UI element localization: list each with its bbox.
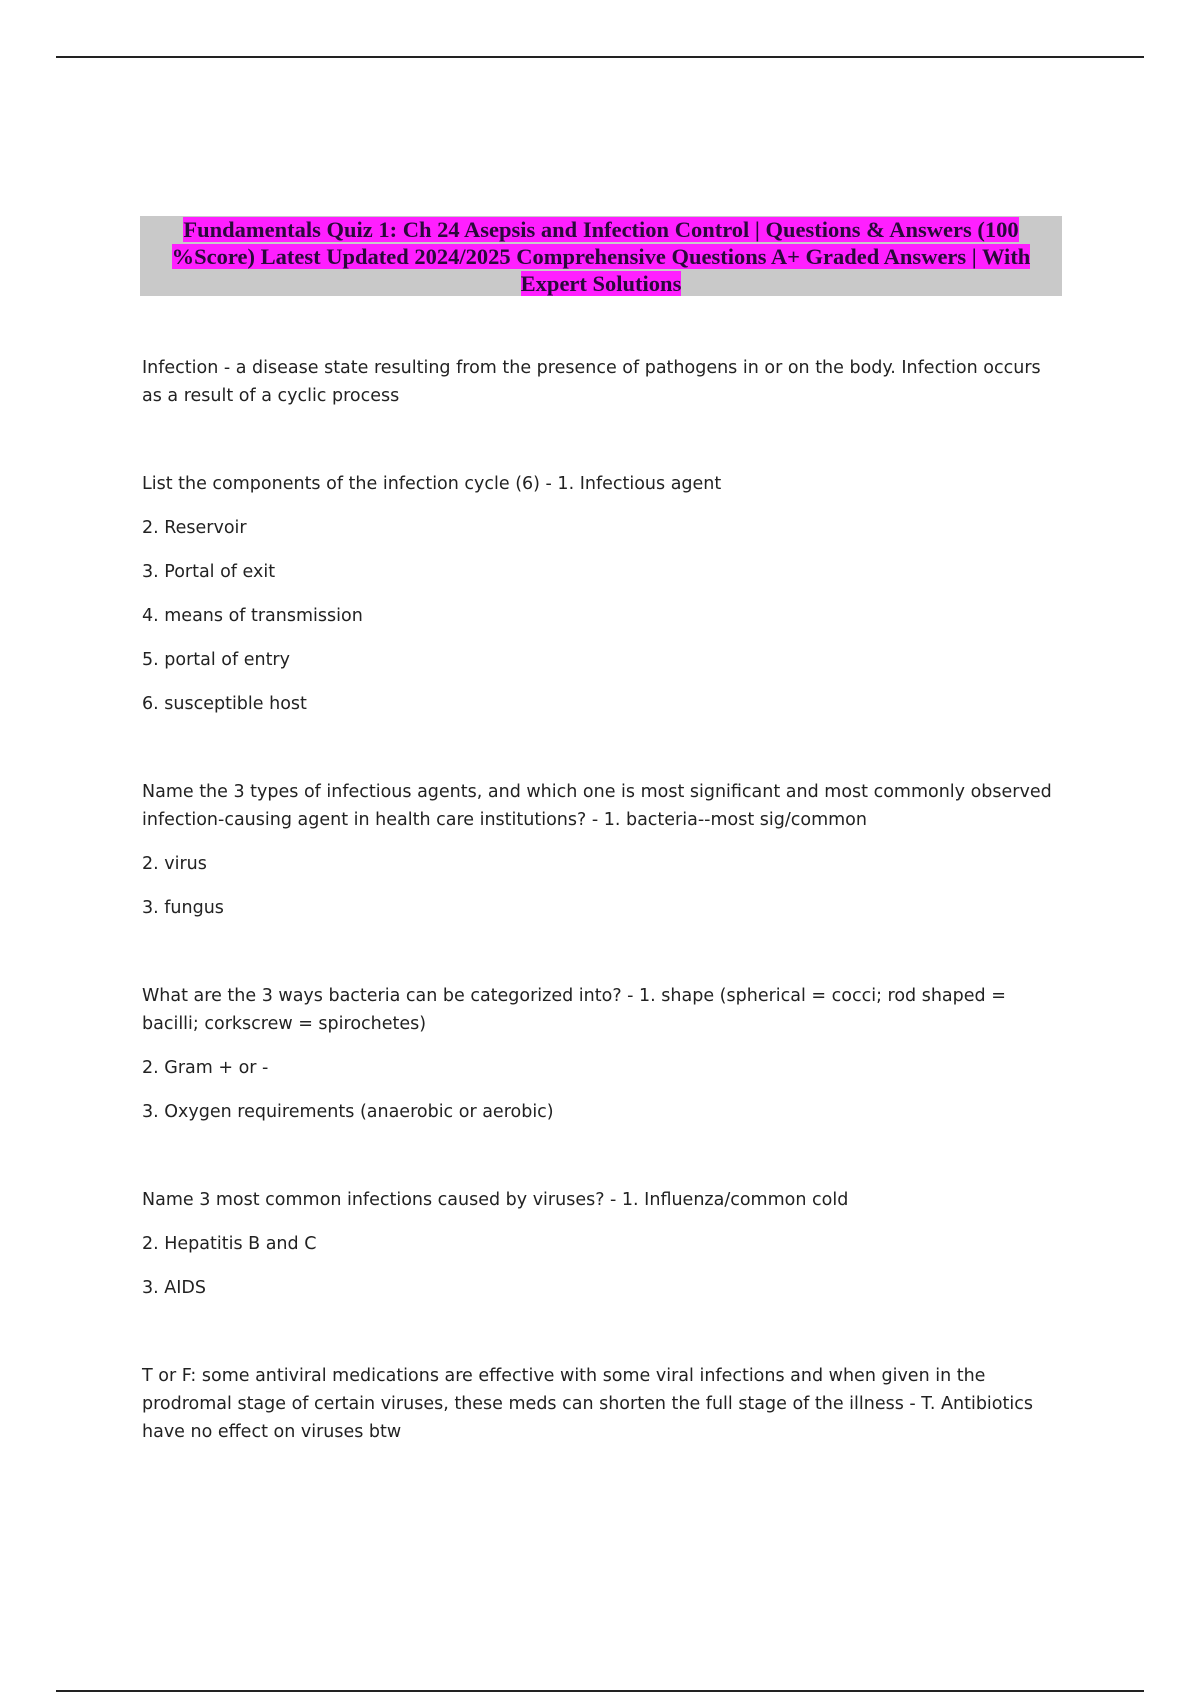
list-item: 4. means of transmission [142,606,363,626]
list-item: 3. Portal of exit [142,562,276,582]
list-item: 2. Reservoir [142,518,247,538]
qa-block-4 [142,982,1062,1126]
list-item: 3. AIDS [142,1278,206,1298]
title-banner [140,216,1062,296]
list-item: 3. Oxygen requirements (anaerobic or aerobic) [142,1102,554,1122]
document-title [148,216,1054,297]
qa-block-5 [142,1186,1062,1302]
list-item: 2. Gram + or - [142,1058,269,1078]
qa-block-3 [142,778,1062,922]
qa-text: Name the 3 types of infectious agents, and which one is most significant and most commonly observed infection-causing agent in health care institutions? - 1. bacteria--most sig/common [142,782,1052,830]
list-item: 6. susceptible host [142,694,307,714]
qa-content [142,354,1062,1446]
list-item: 5. portal of entry [142,650,290,670]
qa-text: List the components of the infection cycle (6) - 1. Infectious agent [142,474,722,494]
list-item: 2. Hepatitis B and C [142,1234,317,1254]
qa-text: What are the 3 ways bacteria can be categorized into? - 1. shape (spherical = cocci; rod shaped = bacilli; corkscrew = spirochetes) [142,986,1006,1034]
qa-text: Infection - a disease state resulting from the presence of pathogens in or on the body. Infection occurs as a result of a cyclic process [142,358,1041,406]
bottom-rule [56,1690,1144,1692]
document-title-text: Fundamentals Quiz 1: Ch 24 Asepsis and Infection Control | Questions & Answers (100 %Score) Latest Updated 2024/2025 Comprehensive Questions A+ Graded Answers | With Expert Solutions [171,217,1031,296]
qa-block-2 [142,470,1062,718]
qa-block-1 [142,354,1062,410]
qa-text: Name 3 most common infections caused by viruses? - 1. Influenza/common cold [142,1190,849,1210]
qa-block-6 [142,1362,1062,1446]
top-rule [56,56,1144,58]
list-item: 3. fungus [142,898,224,918]
list-item: 2. virus [142,854,207,874]
qa-text: T or F: some antiviral medications are effective with some viral infections and when given in the prodromal stage of certain viruses, these meds can shorten the full stage of the illness - T. Antibiotics have no effect on viruses btw [142,1366,1033,1442]
